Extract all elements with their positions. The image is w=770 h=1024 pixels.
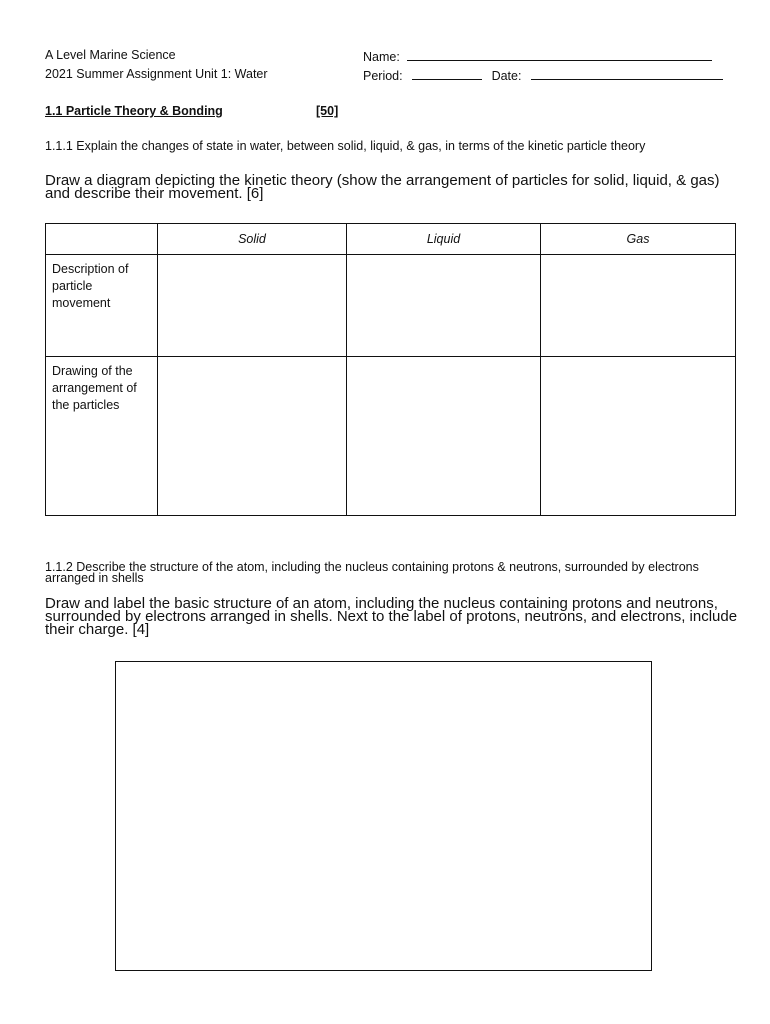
question-1-1-1-prompt: 1.1.1 Explain the changes of state in water, between solid, liquid, & gas, in terms of the kinetic particle theory bbox=[45, 139, 646, 153]
table-row bbox=[46, 357, 736, 516]
question-1-1-2-instruction: Draw and label the basic structure of an atom, including the nucleus containing protons and neutrons, surrounded by electrons arranged in shells. Next to the label of protons, neutrons, and electrons, include their charge. [4] bbox=[45, 595, 738, 638]
table-header-row bbox=[46, 224, 736, 255]
column-header-liquid: Liquid bbox=[347, 224, 541, 255]
answer-cell-solid-drawing[interactable] bbox=[158, 357, 347, 516]
answer-cell-liquid-drawing[interactable] bbox=[347, 357, 541, 516]
table-corner-cell bbox=[46, 224, 158, 255]
atom-drawing-box[interactable] bbox=[115, 661, 652, 971]
course-title: A Level Marine Science bbox=[45, 48, 176, 62]
answer-cell-liquid-description[interactable] bbox=[347, 255, 541, 357]
period-date-row bbox=[363, 67, 723, 83]
row-label-description: Description of particle movement bbox=[46, 255, 158, 357]
kinetic-theory-table bbox=[45, 223, 736, 516]
period-blank[interactable] bbox=[412, 67, 482, 80]
question-1-1-1-instruction: Draw a diagram depicting the kinetic theory (show the arrangement of particles for solid, liquid, & gas) and describe their movement. [6] bbox=[45, 172, 720, 202]
date-blank[interactable] bbox=[531, 67, 723, 80]
name-blank[interactable] bbox=[407, 48, 712, 61]
assignment-title: 2021 Summer Assignment Unit 1: Water bbox=[45, 67, 268, 81]
answer-cell-gas-drawing[interactable] bbox=[541, 357, 736, 516]
table-row bbox=[46, 255, 736, 357]
column-header-solid: Solid bbox=[158, 224, 347, 255]
column-header-gas: Gas bbox=[541, 224, 736, 255]
question-1-1-2-prompt: 1.1.2 Describe the structure of the atom, including the nucleus containing protons & neutrons, surrounded by electrons arranged in shells bbox=[45, 560, 699, 585]
answer-cell-solid-description[interactable] bbox=[158, 255, 347, 357]
date-label: Date: bbox=[491, 69, 522, 83]
name-field-row bbox=[363, 48, 712, 64]
name-label: Name: bbox=[363, 50, 400, 64]
section-title: 1.1 Particle Theory & Bonding bbox=[45, 104, 223, 118]
row-label-drawing: Drawing of the arrangement of the particles bbox=[46, 357, 158, 516]
section-points: [50] bbox=[316, 104, 339, 118]
period-label: Period: bbox=[363, 69, 403, 83]
answer-cell-gas-description[interactable] bbox=[541, 255, 736, 357]
